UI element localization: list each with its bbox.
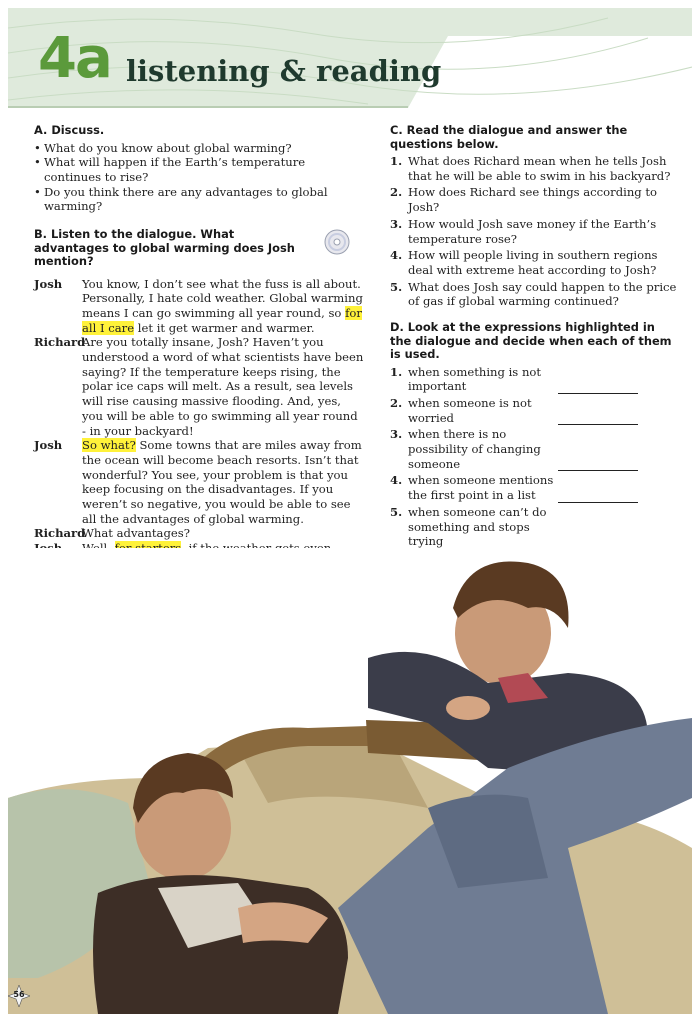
lesson-title: listening & reading <box>126 54 442 88</box>
section-b-heading: B. Listen to the dialogue. What advantages to global warming does Josh mention? <box>34 227 295 269</box>
list-item: 2. when someone is not worried <box>390 396 680 425</box>
list-item: 4. How will people living in southern regions deal with extreme heat according to Josh? <box>390 248 658 277</box>
list-item: 2. How does Richard see things according to Josh? <box>390 185 658 215</box>
answer-line[interactable] <box>558 457 638 471</box>
speaker-name: Josh <box>34 276 63 291</box>
speaker-name: Richard <box>34 526 86 541</box>
list-item: • Do you think there are any advantages to global warming? <box>34 185 364 214</box>
highlighted-expression: So what? <box>82 438 136 453</box>
section-c-list <box>390 154 680 309</box>
lesson-number: 4a <box>38 26 111 91</box>
page-number: 56 <box>13 990 25 999</box>
answer-line[interactable] <box>558 535 638 549</box>
answer-line[interactable] <box>558 380 638 394</box>
dialogue-line: So what? Some towns that are miles away from the ocean will become beach resorts. Isn’t that wonderful? You see, your problem is that you keep focusing on the disadvantages. If you weren’t so negative, you would be able to see all the advantages of global warming. <box>82 438 362 526</box>
section-b-header <box>34 228 364 269</box>
dialogue-line: Are you totally insane, Josh? Haven’t you understood a word of what scientists have been saying? If the temperature keeps rising, the polar ice caps will melt. As a result, sea levels will rise causing massive flooding. And, yes, you will be able to go swimming all year round - in your backyard! <box>82 335 364 438</box>
list-item: 3. How would Josh save money if the Earth’s temperature rose? <box>390 216 657 246</box>
section-c-heading: C. Read the dialogue and answer the questions below. <box>390 123 628 151</box>
speaker-name: Josh <box>34 438 63 453</box>
list-item: 1. What does Richard mean when he tells Josh that he will be able to swim in his backyard? <box>390 154 671 183</box>
answer-line[interactable] <box>558 411 638 425</box>
section-a-list <box>34 141 364 215</box>
dialogue-line: You know, I don’t see what the fuss is all about. Personally, I hate cold weather. Global warming means I can go swimming all year round, so for all I care let it get warmer and warmer. <box>82 276 363 335</box>
list-item: 4. when someone mentions the first point in a list <box>390 473 680 502</box>
cd-icon[interactable] <box>324 229 350 255</box>
photo-two-young-men <box>8 548 692 1014</box>
list-item: 3. when there is no possibility of changing someone <box>390 427 680 471</box>
list-item: • What will happen if the Earth’s temperature continues to rise? <box>34 155 364 184</box>
list-item: 5. when someone can’t do something and stops trying <box>390 505 680 549</box>
dialogue-line: What advantages? <box>82 526 190 541</box>
list-item: 5. What does Josh say could happen to the price of gas if global warming continued? <box>390 279 677 309</box>
section-d-heading: D. Look at the expressions highlighted in the dialogue and decide when each of them is used. <box>390 320 672 362</box>
section-a-heading: A. Discuss. <box>34 123 105 137</box>
speaker-name: Richard <box>34 335 86 350</box>
lesson-header <box>8 8 692 108</box>
answer-line[interactable] <box>558 489 638 503</box>
section-d-list <box>390 365 680 549</box>
list-item: 1. when something is not important <box>390 365 680 394</box>
list-item: • What do you know about global warming? <box>34 141 364 156</box>
highlighted-expression: for all I care <box>82 305 362 335</box>
page-number-badge <box>8 985 30 1007</box>
